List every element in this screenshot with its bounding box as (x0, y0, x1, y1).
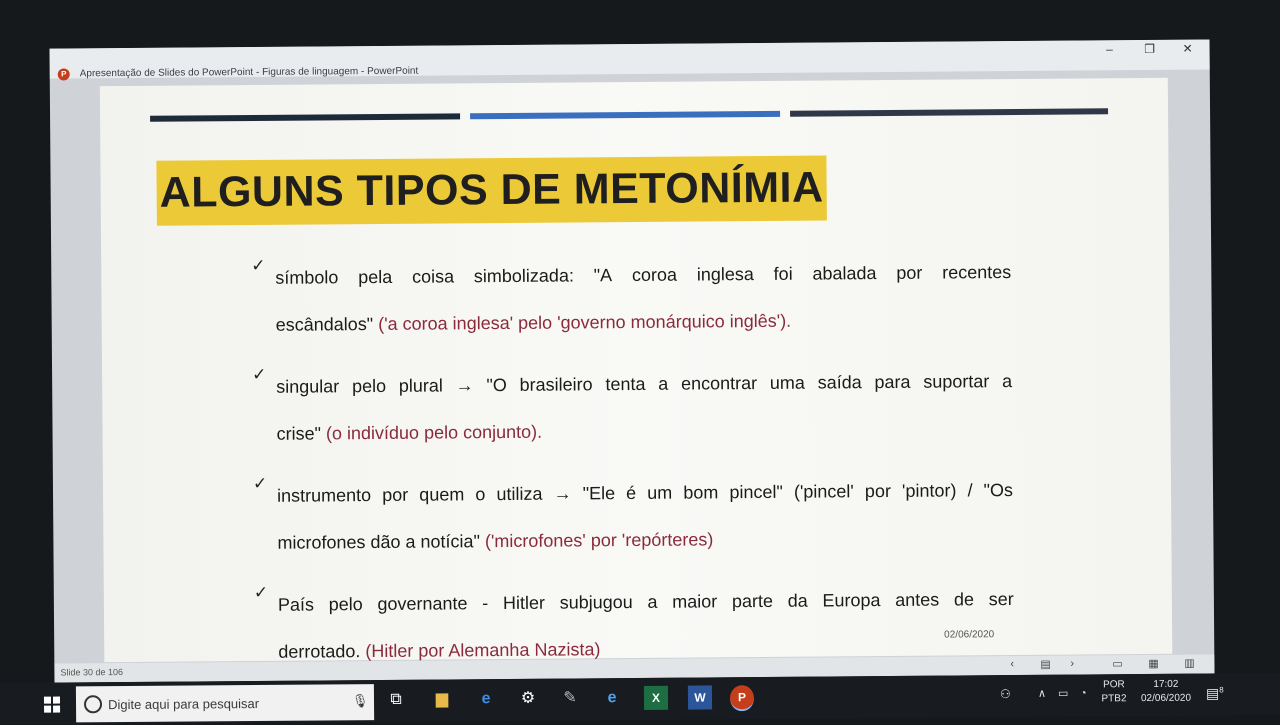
bullet-word: antes (895, 589, 940, 610)
bullet-note: ('microfones' por 'repórteres) (484, 529, 714, 552)
bullet-word: encontrar (680, 373, 758, 394)
normal-view-icon[interactable]: ▭ (1112, 658, 1123, 671)
check-icon: ✓ (251, 255, 266, 275)
monitor-screen (50, 39, 1215, 682)
bullet-word: a (1002, 371, 1013, 392)
bullet-line-1 (275, 249, 1011, 302)
check-icon: ✓ (252, 473, 268, 493)
bullet-word: 'pintor) (901, 480, 957, 501)
battery-icon[interactable]: ▭ (1057, 687, 1069, 700)
excel-icon[interactable]: X (644, 686, 668, 710)
bullet-word: - (482, 593, 489, 614)
bullet-line-1 (278, 576, 1014, 629)
bullet-word: subjugou (559, 592, 633, 613)
bullet-word: / (967, 480, 973, 501)
bullet-word: "O (486, 374, 507, 396)
bullet-line-2 (276, 405, 1012, 458)
show-hidden-icons-icon[interactable]: ∧ (1037, 687, 1047, 700)
previous-slide-icon[interactable]: ‹ (1010, 658, 1015, 671)
slide-sorter-icon[interactable]: ▦ (1148, 657, 1159, 670)
next-slide-icon[interactable]: › (1070, 657, 1075, 670)
bullet-word: "A (593, 265, 613, 286)
bullet-note: ('a coroa inglesa' pelo 'governo monárquico inglês'). (378, 310, 792, 334)
bullet-word: por (864, 480, 891, 502)
bullet-word: o (475, 484, 486, 505)
wifi-icon[interactable]: ◔ (1079, 687, 1087, 700)
bullet-word: plural (398, 375, 443, 396)
bullet-note: (o indivíduo pelo conjunto). (325, 421, 543, 444)
bullet-word: quem (419, 484, 465, 505)
windows-start-icon[interactable] (44, 697, 60, 713)
bullet-line-2 (276, 296, 1012, 349)
clock-date: 02/06/2020 (1140, 692, 1192, 705)
bullet-word: maior (672, 591, 718, 612)
language-top: POR (1103, 679, 1125, 691)
bullet-word: a (647, 591, 658, 612)
search-placeholder: Digite aqui para pesquisar (107, 695, 260, 713)
word-icon[interactable]: W (688, 685, 712, 709)
edge-icon[interactable]: e (481, 690, 491, 708)
close-button[interactable]: ✕ (1182, 41, 1193, 56)
minimize-button[interactable]: – (1106, 42, 1113, 57)
bullet-word: inglesa (696, 264, 754, 285)
bullet-word: utiliza (496, 483, 543, 505)
bullet-word: pincel" (729, 481, 783, 503)
file-explorer-icon[interactable]: ▆ (435, 690, 449, 708)
bullet-quote-end: escândalos" (275, 313, 379, 335)
bullet-word: pela (358, 266, 393, 288)
task-view-icon[interactable]: ⧉ (390, 690, 402, 708)
bullet-item (253, 467, 1014, 567)
bullet-word: símbolo (275, 267, 339, 288)
bullet-word: tenta (605, 373, 646, 395)
taskbar-search-box[interactable] (76, 684, 374, 722)
cortana-icon (84, 695, 102, 713)
slide-counter: Slide 30 de 106 (60, 667, 124, 678)
decorative-bar-dark (150, 113, 460, 121)
bullet-word: por (382, 484, 409, 505)
windows-taskbar (0, 673, 1280, 725)
clock-time: 17:02 (1153, 678, 1179, 690)
bullet-word: abalada (812, 263, 877, 284)
slide-title: ALGUNS TIPOS DE METONÍMIA (156, 155, 826, 225)
bullet-word: é (626, 482, 637, 504)
people-icon[interactable]: ⚇ (999, 687, 1011, 702)
restore-button[interactable]: ❐ (1144, 41, 1155, 56)
bullet-word: instrumento (276, 485, 372, 506)
powerpoint-logo-icon: P (58, 68, 70, 80)
bullet-word: da (787, 590, 808, 611)
bullet-word: "Ele (582, 483, 616, 504)
bullet-quote-end: derrotado. (278, 641, 366, 662)
decorative-bar-blue (470, 111, 780, 119)
check-icon: ✓ (253, 582, 269, 602)
notifications-icon[interactable]: ▤$^8$ (1205, 685, 1224, 702)
bullet-word: a (658, 373, 669, 394)
bullet-word: → (455, 375, 474, 396)
bullet-word: Europa (822, 590, 881, 611)
slide-menu-icon[interactable]: ▤ (1040, 658, 1051, 671)
bullet-word: coisa (411, 266, 455, 287)
reading-view-icon[interactable]: ▥ (1184, 657, 1195, 670)
paint-icon[interactable]: ✎ (563, 689, 577, 707)
bullet-word: de (953, 589, 975, 610)
bullet-word: recentes (942, 262, 1012, 283)
slide[interactable] (100, 78, 1172, 662)
bullet-word: bom (683, 482, 719, 503)
slide-date: 02/06/2020 (944, 629, 995, 641)
bullet-item (251, 249, 1012, 349)
bullet-word: "Os (983, 480, 1014, 501)
decorative-bar-navy (790, 108, 1108, 116)
bullet-quote-end: crise" (276, 423, 327, 444)
bullet-word: brasileiro (519, 374, 593, 395)
bullet-word: → (553, 483, 572, 504)
bullet-word: simbolizada: (473, 265, 574, 287)
bullet-line-1 (277, 467, 1013, 520)
bullet-line-2 (277, 514, 1013, 567)
bullet-word: foi (773, 263, 793, 284)
language-bottom: PTB2 (1101, 693, 1127, 705)
bullet-list (251, 249, 1014, 683)
window-titlebar (50, 39, 1210, 78)
bullet-quote-end: microfones dão a notícia" (277, 531, 486, 553)
notification-count: 8 (1219, 685, 1224, 695)
bullet-word: por (896, 262, 923, 283)
bullet-word: saída (817, 372, 862, 393)
language-indicator[interactable] (1100, 678, 1128, 706)
bullet-word: coroa (631, 264, 678, 285)
bullet-word: um (647, 482, 673, 503)
microphone-icon[interactable]: 🎙 (351, 693, 369, 709)
bullet-note: (Hitler por Alemanha Nazista) (365, 639, 601, 662)
bullet-word: governante (377, 593, 468, 615)
internet-explorer-icon[interactable]: e (607, 689, 617, 707)
bullet-word: ('pincel' (793, 481, 854, 502)
bullet-word: Hitler (502, 592, 546, 614)
settings-gear-icon[interactable]: ⚙ (520, 689, 536, 707)
bullet-word: para (874, 371, 911, 393)
powerpoint-taskbar-icon[interactable]: P (730, 685, 754, 711)
bullet-word: ser (988, 589, 1014, 610)
bullet-item (252, 358, 1013, 458)
bullet-word: pelo (351, 375, 387, 397)
bullet-line-1 (276, 358, 1012, 411)
clock[interactable] (1134, 678, 1198, 707)
check-icon: ✓ (252, 364, 267, 384)
bullet-word: País (277, 594, 315, 615)
window-title: Apresentação de Slides do PowerPoint - Figuras de linguagem - PowerPoint (79, 65, 419, 80)
bullet-word: uma (769, 372, 805, 393)
bullet-word: singular (276, 376, 340, 397)
bullet-word: pelo (328, 594, 363, 615)
bullet-word: parte (731, 590, 774, 612)
bullet-word: suportar (923, 371, 990, 392)
